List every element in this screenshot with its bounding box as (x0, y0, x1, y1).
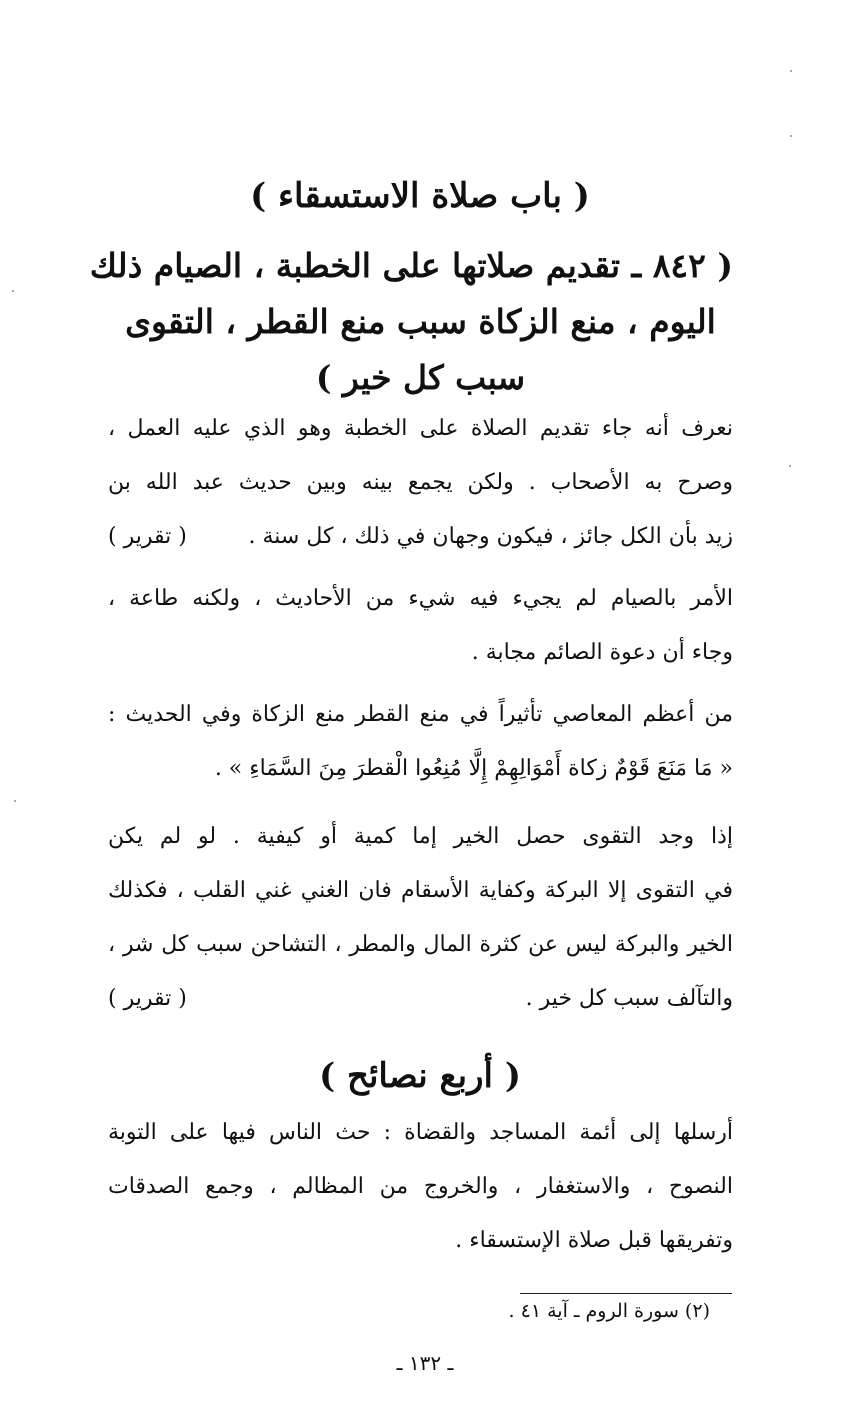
section-title: ( باب صلاة الاستسقاء ) (250, 176, 590, 216)
paragraph-line (108, 972, 733, 1026)
heading-line: ( ٨٤٢ ـ تقديم صلاتها على الخطبة ، الصيام ذلك (89, 246, 733, 285)
footnote: (٢) سورة الروم ـ آية ٤١ . (508, 1300, 710, 1322)
paragraph-fasting (108, 572, 733, 680)
paragraph-line: أرسلها إلى أئمة المساجد والقضاة : حث الناس فيها على التوبة (108, 1120, 733, 1145)
page-number: ـ ١٣٢ ـ (396, 1351, 454, 1375)
paragraph-order-of-prayer (108, 402, 733, 564)
advice-title: ( أربع نصائح ) (319, 1056, 521, 1096)
scan-speck (12, 290, 14, 292)
entry-heading (89, 238, 733, 406)
scan-speck (14, 800, 16, 802)
paragraph-zakat (108, 688, 733, 796)
paragraph-line: في التقوى إلا البركة وكفاية الأسقام فان الغني غني القلب ، فكذلك (108, 878, 733, 903)
paragraph-line-text: والتآلف سبب كل خير . (525, 986, 733, 1011)
paragraph-line (108, 510, 733, 564)
paragraph-line: وجاء أن دعوة الصائم مجابة . (471, 640, 733, 665)
paragraph-line: وتفريقها قبل صلاة الإستسقاء . (455, 1228, 733, 1253)
source-tag: ( تقرير ) (108, 986, 187, 1011)
paragraph-line: الخير والبركة ليس عن كثرة المال والمطر ، التشاحن سبب كل شر ، (108, 932, 733, 957)
paragraph-line: وصرح به الأصحاب . ولكن يجمع بينه وبين حديث عبد الله بن (108, 470, 733, 495)
scan-speck (790, 135, 792, 137)
heading-line: سبب كل خير ) (315, 358, 526, 397)
paragraph-line: نعرف أنه جاء تقديم الصلاة على الخطبة وهو الذي عليه العمل ، (108, 416, 733, 441)
hadith-line: « مَا مَنَعَ قَوْمٌ زكاة أَمْوَالِهِمْ إِلَّا مُنِعُوا الْقطرَ مِنَ السَّمَاءِ » . (214, 756, 733, 781)
paragraph-line-text: زيد بأن الكل جائز ، فيكون وجهان في ذلك ، كل سنة . (248, 524, 733, 549)
paragraph-line: إذا وجد التقوى حصل الخير إما كمية أو كيفية . لو لم يكن (108, 824, 733, 849)
paragraph-advice (108, 1106, 733, 1268)
paragraph-line: الأمر بالصيام لم يجيء فيه شيء من الأحاديث ، ولكنه طاعة ، (108, 586, 733, 611)
paragraph-piety (108, 810, 733, 1026)
source-tag: ( تقرير ) (108, 524, 187, 549)
heading-line: اليوم ، منع الزكاة سبب منع القطر ، التقوى (125, 302, 716, 341)
paragraph-line: النصوح ، والاستغفار ، والخروج من المظالم ، وجمع الصدقات (108, 1174, 733, 1199)
scan-speck (789, 465, 791, 467)
paragraph-line: من أعظم المعاصي تأثيراً في منع القطر منع الزكاة وفي الحديث : (108, 702, 733, 727)
scan-speck (790, 70, 792, 72)
